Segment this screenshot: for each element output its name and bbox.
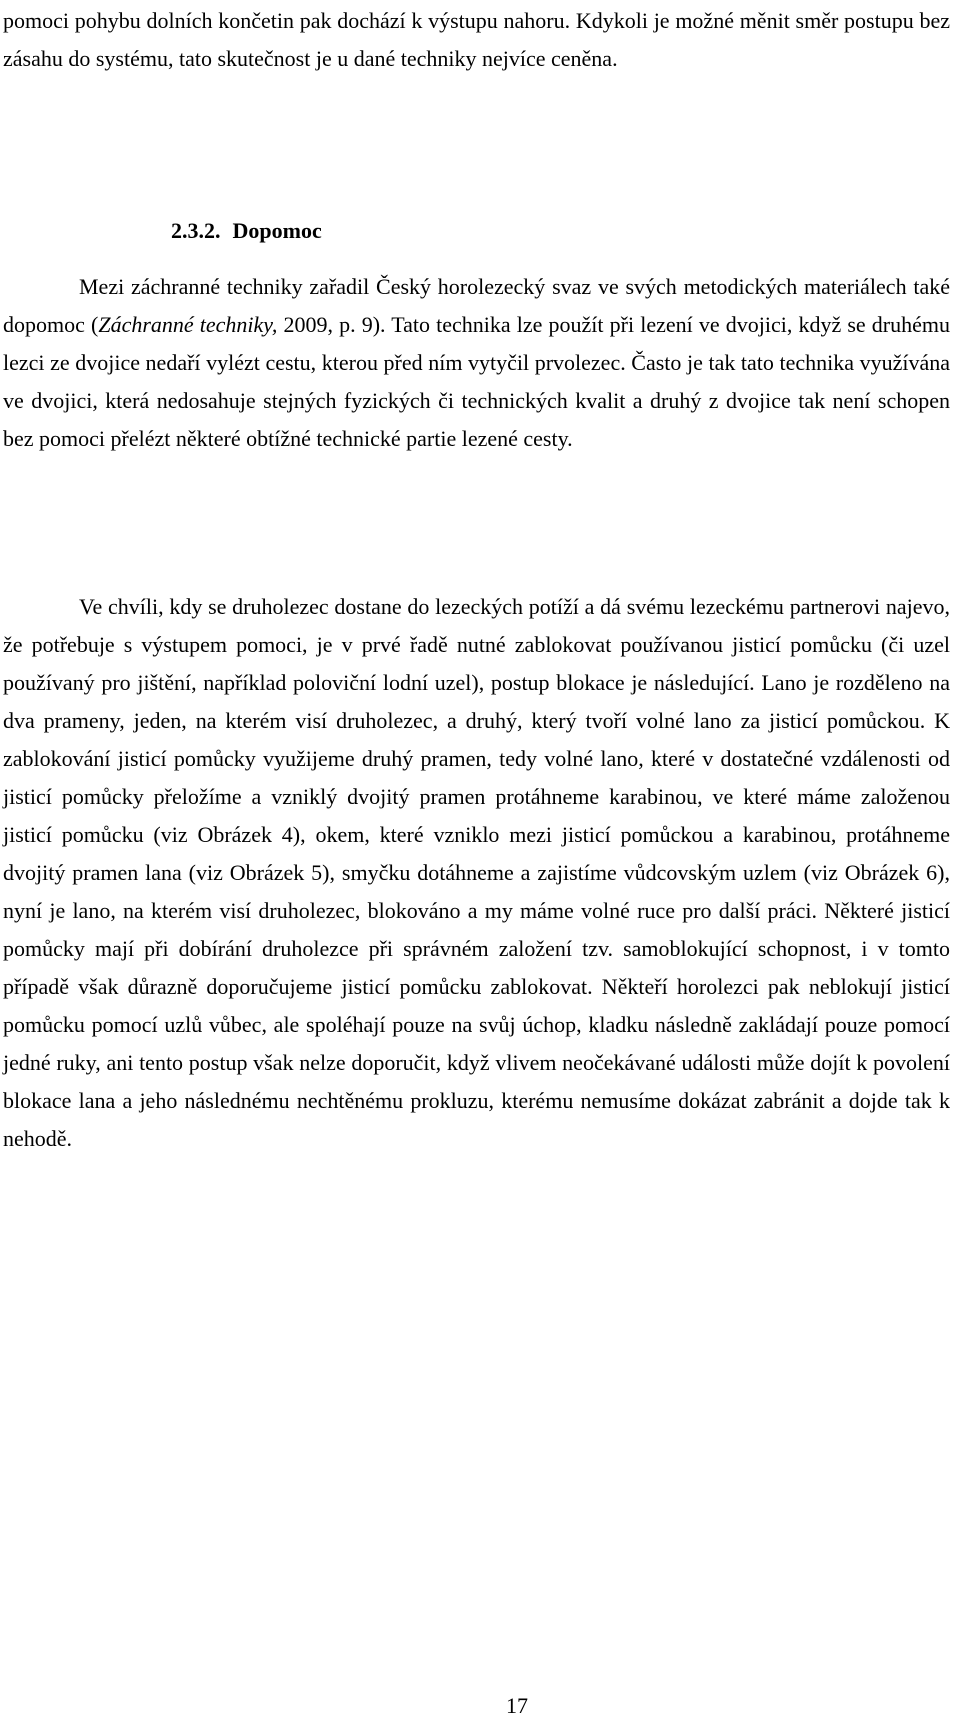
paragraph-blocking-procedure: Ve chvíli, kdy se druholezec dostane do lezeckých potíží a dá svému lezeckému partnerovi najevo, že potřebuje s výstupem pomoci, je v prvé řadě nutné zablokovat používanou jisticí pomůcku (či uzel používaný pro jištění, například poloviční lodní uzel), postup blokace je následující. Lano je rozděleno na dva prameny, jeden, na kterém visí druholezec, a druhý, který tvoří volné lano za jisticí pomůckou. K zablokování jisticí pomůcky využijeme druhý pramen, tedy volné lano, které v dostatečné vzdálenosti od jisticí pomůcky přeložíme a vzniklý dvojitý pramen protáhneme karabinou, ve které máme založenou jisticí pomůcku (viz Obrázek 4), okem, které vzniklo mezi jisticí pomůckou a karabinou, protáhneme dvojitý pramen lana (viz Obrázek 5), smyčku dotáhneme a zajistíme vůdcovským uzlem (viz Obrázek 6), nyní je lano, na kterém visí druholezec, blokováno a my máme volné ruce pro další práci. Některé jisticí pomůcky mají při dobírání druholezce při správném založení tzv. samoblokující schopnost, i v tomto případě však důrazně doporučujeme jisticí pomůcku zablokovat. Někteří horolezci pak neblokují jisticí pomůcku pomocí uzlů vůbec, ale spoléhají pouze na svůj úchop, kladku následně zakládají pouze pomocí jedné ruky, ani tento postup však nelze doporučit, když vlivem neočekávané události může dojít k povolení blokace lana a jeho následnému nechtěnému prokluzu, kterému nemusíme dokázat zabránit a dojde tak k nehodě.: [3, 594, 950, 1151]
citation-title: Záchranné techniky,: [98, 312, 278, 337]
section-title: Dopomoc: [232, 218, 322, 243]
section-heading: [3, 212, 950, 250]
paragraph-dopomoc-intro: [3, 268, 950, 458]
paragraph-text-before-citation: Mezi záchranné techniky zařadil Český horolezecký svaz ve svých metodických materiálech také dopomoc (: [3, 274, 950, 337]
paragraph-continued: pomoci pohybu dolních končetin pak dochází k výstupu nahoru. Kdykoli je možné měnit směr postupu bez zásahu do systému, tato skutečnost je u dané techniky nejvíce ceněna.: [3, 8, 950, 71]
paragraph-text-after-citation: 2009, p. 9). Tato technika lze použít při lezení ve dvojici, když se druhému lezci ze dvojice nedaří vylézt cestu, kterou před ním vytyčil prvolezec. Často je tak tato technika využívána ve dvojici, která nedosahuje stejných fyzických či technických kvalit a druhý z dvojice tak není schopen bez pomoci přelézt některé obtížné technické partie lezené cesty.: [3, 312, 950, 451]
page-number: 17: [506, 1693, 528, 1718]
section-number: 2.3.2.: [171, 218, 221, 243]
